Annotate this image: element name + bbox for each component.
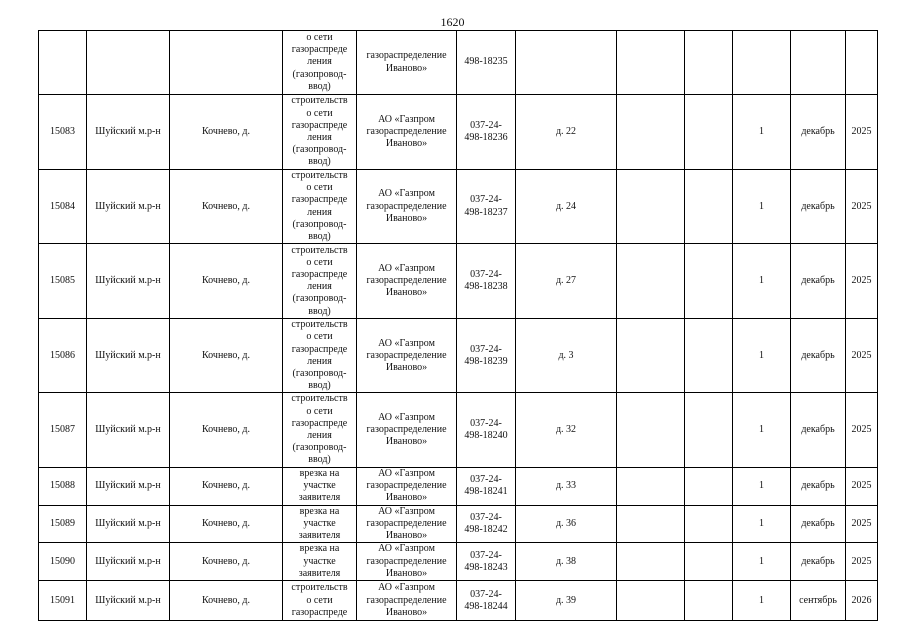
organization-line: газораспределение: [366, 423, 447, 435]
district-cell: Шуйский м.р-н: [87, 244, 170, 319]
table-row: [39, 505, 878, 543]
table-row: [39, 319, 878, 393]
num-cell: 15083: [39, 95, 87, 170]
organization-line: Иваново»: [385, 606, 428, 618]
district-cell: Шуйский м.р-н: [87, 319, 170, 393]
work-type-cell: [283, 170, 357, 244]
address-cell: д. 39: [516, 581, 617, 621]
table-row: [39, 170, 878, 244]
contract-line: 498-18241: [464, 486, 508, 498]
blank-cell: [617, 581, 685, 621]
month-cell: декабрь: [791, 170, 846, 244]
district-cell: [87, 31, 170, 95]
organization-cell: [357, 543, 457, 581]
blank-cell: [617, 505, 685, 543]
blank-cell: [617, 31, 685, 95]
contract-cell: [457, 581, 516, 621]
contract-cell: [457, 467, 516, 505]
work-type-line: (газопровод-: [292, 368, 347, 380]
contract-cell: [457, 95, 516, 170]
organization-line: газораспределение: [366, 555, 447, 567]
num-cell: 15089: [39, 505, 87, 543]
contract-line: 498-18236: [464, 132, 508, 143]
work-type-line: о сети: [306, 594, 333, 606]
organization-line: АО «Газпром: [378, 337, 435, 349]
locality-cell: Кочнево, д.: [170, 581, 283, 621]
organization-cell: [357, 393, 457, 467]
contract-line: 498-18242: [464, 523, 508, 535]
qty-cell: 1: [733, 170, 791, 244]
locality-cell: Кочнево, д.: [170, 95, 283, 170]
organization-line: газораспределение: [366, 349, 447, 361]
blank-cell: [685, 543, 733, 581]
work-type-cell: [283, 95, 357, 170]
address-cell: д. 38: [516, 543, 617, 581]
table-row: [39, 95, 878, 170]
continuation-row: [39, 31, 878, 95]
work-type-cell: [283, 319, 357, 393]
address-cell: д. 22: [516, 95, 617, 170]
month-cell: декабрь: [791, 543, 846, 581]
month-cell: декабрь: [791, 467, 846, 505]
organization-line: АО «Газпром: [378, 467, 435, 479]
blank-cell: [617, 170, 685, 244]
blank-cell: [617, 244, 685, 319]
locality-cell: Кочнево, д.: [170, 244, 283, 319]
year-cell: 2025: [846, 505, 878, 543]
year-cell: 2025: [846, 244, 878, 319]
qty-cell: 1: [733, 467, 791, 505]
district-cell: Шуйский м.р-н: [87, 393, 170, 467]
organization-line: газораспределение: [366, 480, 447, 492]
year-cell: 2025: [846, 170, 878, 244]
qty-cell: 1: [733, 543, 791, 581]
organization-cell: [357, 244, 457, 319]
month-cell: декабрь: [791, 95, 846, 170]
year-cell: [846, 31, 878, 95]
district-cell: Шуйский м.р-н: [87, 581, 170, 621]
work-type-line: (газопровод-: [292, 442, 347, 454]
blank-cell: [617, 319, 685, 393]
blank-cell: [617, 393, 685, 467]
work-type-line: газораспреде: [291, 417, 348, 429]
table-row: [39, 543, 878, 581]
work-type-line: (газопровод-: [292, 144, 347, 156]
locality-cell: Кочнево, д.: [170, 170, 283, 244]
month-cell: декабрь: [791, 319, 846, 393]
organization-cell: [357, 467, 457, 505]
organization-line: Иваново»: [385, 287, 428, 299]
organization-line: Иваново»: [385, 138, 428, 150]
contract-line: 037-24-: [470, 511, 502, 523]
contract-cell: [457, 393, 516, 467]
qty-cell: 1: [733, 244, 791, 319]
district-cell: Шуйский м.р-н: [87, 467, 170, 505]
num-cell: 15086: [39, 319, 87, 393]
organization-cell: [357, 95, 457, 170]
work-type-line: строительств: [291, 393, 348, 405]
work-type-line: заявителя: [298, 567, 341, 579]
blank-cell: [685, 170, 733, 244]
qty-cell: 1: [733, 95, 791, 170]
work-type-line: (газопровод-: [292, 218, 347, 230]
work-type-line: врезка на: [299, 467, 340, 479]
contract-cell: [457, 543, 516, 581]
district-cell: Шуйский м.р-н: [87, 170, 170, 244]
district-cell: Шуйский м.р-н: [87, 95, 170, 170]
num-cell: 15084: [39, 170, 87, 244]
work-type-cell: [283, 505, 357, 543]
organization-line: АО «Газпром: [378, 411, 435, 423]
work-type-line: газораспреде: [291, 194, 348, 206]
contract-line: 037-24-: [470, 119, 502, 131]
work-type-line: ления: [307, 206, 332, 218]
work-type-line: строительств: [291, 319, 348, 331]
work-type-line: ления: [307, 281, 332, 293]
district-cell: Шуйский м.р-н: [87, 505, 170, 543]
organization-line: Иваново»: [385, 436, 428, 448]
work-type-line: о сети: [306, 331, 333, 343]
locality-cell: Кочнево, д.: [170, 467, 283, 505]
work-type-cell: [283, 581, 357, 621]
qty-cell: 1: [733, 393, 791, 467]
month-cell: сентябрь: [791, 581, 846, 621]
month-cell: декабрь: [791, 505, 846, 543]
work-type-line: строительств: [291, 244, 348, 256]
address-cell: д. 3: [516, 319, 617, 393]
contract-line: 037-24-: [470, 194, 502, 206]
work-type-line: газораспреде: [291, 606, 348, 618]
organization-line: Иваново»: [385, 567, 428, 579]
work-type-line: участке: [303, 517, 336, 529]
work-type-line: ления: [307, 132, 332, 143]
contract-line: 037-24-: [470, 549, 502, 561]
work-type-line: газораспреде: [291, 119, 348, 131]
blank-cell: [685, 467, 733, 505]
blank-cell: [685, 393, 733, 467]
contract-cell: [457, 244, 516, 319]
contract-line: 498-18239: [464, 355, 508, 367]
year-cell: 2025: [846, 319, 878, 393]
table-row: [39, 244, 878, 319]
work-type-line: о сети: [306, 405, 333, 417]
organization-line: АО «Газпром: [378, 262, 435, 274]
work-type-cell: [283, 393, 357, 467]
table-row: [39, 581, 878, 621]
organization-cell: [357, 581, 457, 621]
address-cell: д. 36: [516, 505, 617, 543]
num-cell: 15090: [39, 543, 87, 581]
work-type-line: заявителя: [298, 492, 341, 504]
work-type-cell: о сети газораспреде ления (газопровод- ввод): [283, 31, 357, 95]
qty-cell: 1: [733, 581, 791, 621]
qty-cell: 1: [733, 505, 791, 543]
organization-line: газораспределение: [366, 200, 447, 212]
organization-cell: [357, 505, 457, 543]
contract-cell: [457, 319, 516, 393]
organization-cell: [357, 170, 457, 244]
organization-line: Иваново»: [385, 212, 428, 224]
work-type-line: ввод): [308, 305, 331, 317]
organization-line: Иваново»: [385, 492, 428, 504]
organization-cell: газораспределение Иваново»: [357, 31, 457, 95]
num-cell: [39, 31, 87, 95]
work-type-line: о сети: [306, 256, 333, 268]
year-cell: 2025: [846, 467, 878, 505]
contract-line: 498-18244: [464, 600, 508, 612]
district-cell: Шуйский м.р-н: [87, 543, 170, 581]
blank-cell: [617, 467, 685, 505]
year-cell: 2025: [846, 95, 878, 170]
work-type-line: участке: [303, 480, 336, 492]
num-cell: 15087: [39, 393, 87, 467]
work-type-line: ввод): [308, 156, 331, 168]
organization-line: Иваново»: [385, 530, 428, 542]
work-type-line: о сети: [306, 182, 333, 194]
address-cell: д. 24: [516, 170, 617, 244]
contract-line: 037-24-: [470, 269, 502, 281]
organization-cell: [357, 319, 457, 393]
blank-cell: [617, 95, 685, 170]
year-cell: 2026: [846, 581, 878, 621]
work-type-line: ления: [307, 430, 332, 442]
qty-cell: [733, 31, 791, 95]
organization-line: АО «Газпром: [378, 113, 435, 125]
contract-line: 498-18243: [464, 561, 508, 573]
work-type-line: (газопровод-: [292, 293, 347, 305]
work-type-line: ления: [307, 355, 332, 367]
blank-cell: [685, 581, 733, 621]
organization-line: АО «Газпром: [378, 188, 435, 200]
year-cell: 2025: [846, 393, 878, 467]
organization-line: газораспределение: [366, 594, 447, 606]
blank-cell: [685, 244, 733, 319]
work-type-line: ввод): [308, 380, 331, 392]
work-type-line: о сети: [306, 107, 333, 119]
table-row: [39, 467, 878, 505]
organization-line: АО «Газпром: [378, 582, 435, 594]
work-type-line: газораспреде: [291, 343, 348, 355]
organization-line: АО «Газпром: [378, 543, 435, 555]
work-type-line: строительств: [291, 582, 348, 594]
month-cell: декабрь: [791, 244, 846, 319]
contract-cell: 498-18235: [457, 31, 516, 95]
work-type-line: заявителя: [298, 530, 341, 542]
organization-line: АО «Газпром: [378, 505, 435, 517]
blank-cell: [617, 543, 685, 581]
address-cell: д. 32: [516, 393, 617, 467]
work-type-line: врезка на: [299, 543, 340, 555]
locality-cell: Кочнево, д.: [170, 543, 283, 581]
contract-line: 498-18237: [464, 206, 508, 218]
year-cell: 2025: [846, 543, 878, 581]
qty-cell: 1: [733, 319, 791, 393]
contract-line: 037-24-: [470, 473, 502, 485]
num-cell: 15088: [39, 467, 87, 505]
contract-cell: [457, 170, 516, 244]
num-cell: 15085: [39, 244, 87, 319]
blank-cell: [685, 505, 733, 543]
work-type-line: участке: [303, 555, 336, 567]
blank-cell: [685, 319, 733, 393]
address-cell: д. 33: [516, 467, 617, 505]
contract-cell: [457, 505, 516, 543]
month-cell: [791, 31, 846, 95]
contract-line: 498-18238: [464, 281, 508, 293]
contract-line: 498-18240: [464, 430, 508, 442]
registry-table: [38, 30, 878, 621]
locality-cell: [170, 31, 283, 95]
organization-line: газораспределение: [366, 125, 447, 137]
blank-cell: [685, 95, 733, 170]
work-type-cell: [283, 543, 357, 581]
num-cell: 15091: [39, 581, 87, 621]
locality-cell: Кочнево, д.: [170, 505, 283, 543]
page-number: 1620: [440, 15, 465, 29]
organization-line: газораспределение: [366, 275, 447, 287]
blank-cell: [685, 31, 733, 95]
address-cell: [516, 31, 617, 95]
month-cell: декабрь: [791, 393, 846, 467]
locality-cell: Кочнево, д.: [170, 393, 283, 467]
work-type-cell: [283, 467, 357, 505]
organization-line: Иваново»: [385, 361, 428, 373]
contract-line: 037-24-: [470, 588, 502, 600]
work-type-line: врезка на: [299, 505, 340, 517]
locality-cell: Кочнево, д.: [170, 319, 283, 393]
table-body: [39, 31, 878, 621]
work-type-cell: [283, 244, 357, 319]
table-row: [39, 393, 878, 467]
work-type-line: газораспреде: [291, 269, 348, 281]
contract-line: 037-24-: [470, 417, 502, 429]
work-type-line: строительств: [291, 170, 348, 181]
work-type-line: ввод): [308, 454, 331, 466]
work-type-line: строительств: [291, 95, 348, 107]
contract-line: 037-24-: [470, 343, 502, 355]
address-cell: д. 27: [516, 244, 617, 319]
organization-line: газораспределение: [366, 517, 447, 529]
work-type-line: ввод): [308, 231, 331, 243]
